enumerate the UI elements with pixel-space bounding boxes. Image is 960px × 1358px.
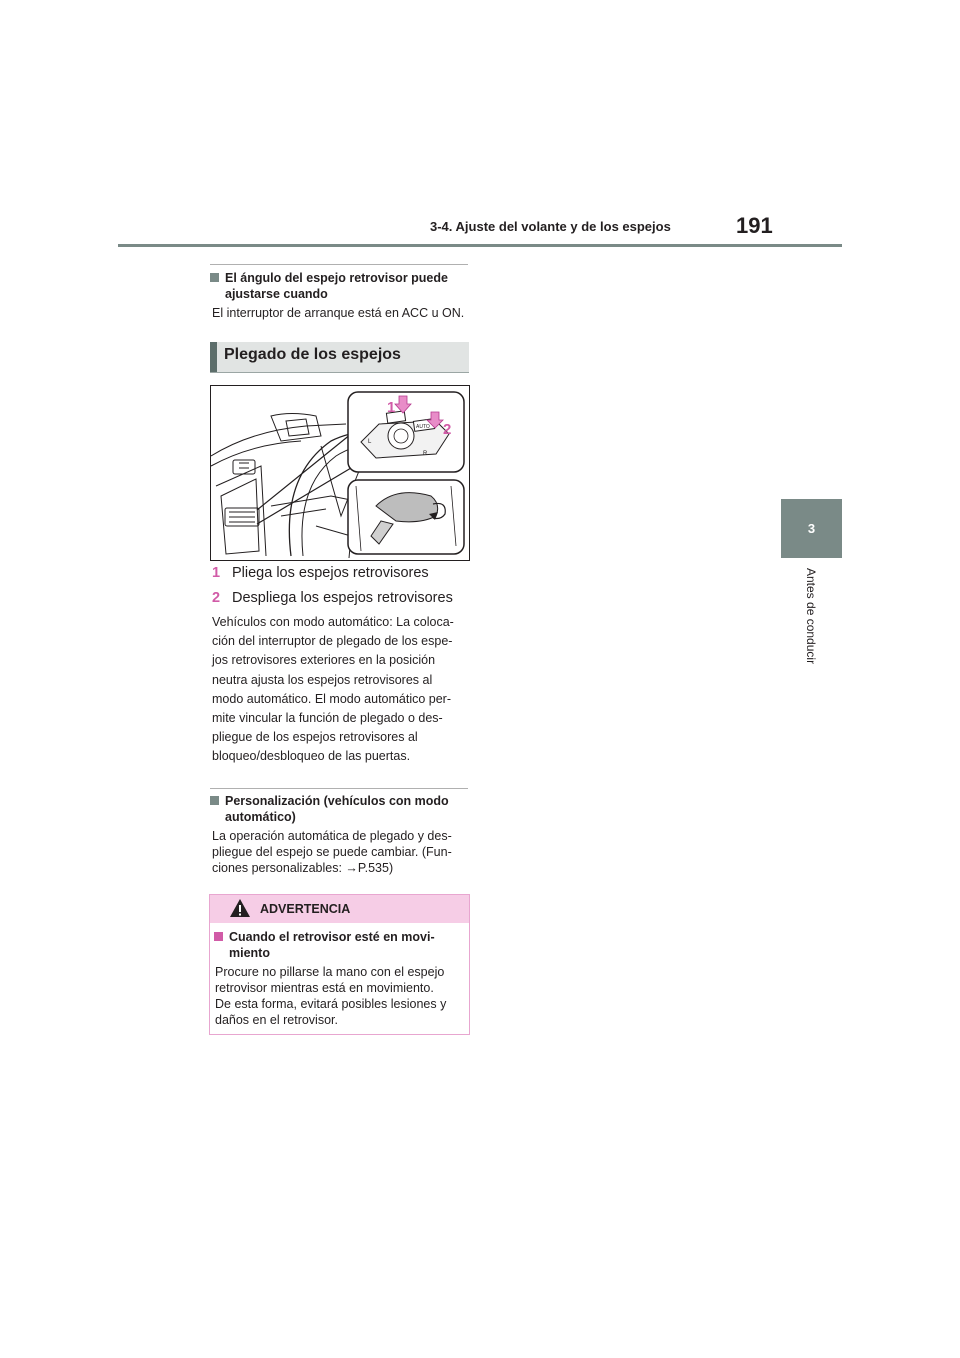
block2-text-line: La operación automática de plegado y des- <box>212 829 452 843</box>
section-heading: Plegado de los espejos <box>224 346 401 363</box>
paragraph-line: neutra ajusta los espejos retrovisores al <box>212 672 433 687</box>
mirror-fold-illustration <box>210 385 470 561</box>
block2-text-line: pliegue del espejo se puede cambiar. (Fun- <box>212 845 452 859</box>
square-bullet-icon <box>214 932 223 941</box>
block1-heading-line1: El ángulo del espejo retrovisor puede <box>225 271 448 285</box>
block2-heading-line1: Personalización (vehículos con modo <box>225 794 449 808</box>
chapter-label: Antes de conducir <box>804 568 818 665</box>
warning-title: ADVERTENCIA <box>260 902 351 916</box>
warning-heading-line2: miento <box>229 946 270 960</box>
mirror-switch-illustration <box>211 386 469 560</box>
warning-heading <box>214 929 466 961</box>
paragraph-line: mite vincular la función de plegado o des- <box>212 711 443 726</box>
step-item <box>212 565 429 581</box>
chapter-number: 3 <box>807 521 816 536</box>
step-number: 2 <box>212 590 221 606</box>
warning-text-line: De esta forma, evitará posibles lesiones y <box>215 997 447 1011</box>
section-title: 3-4. Ajuste del volante y de los espejos <box>430 219 671 234</box>
step-text: Despliega los espejos retrovisores <box>232 590 453 606</box>
warning-text-line: Procure no pillarse la mano con el espejo <box>215 965 445 979</box>
block2-heading-line2: automático) <box>225 810 296 824</box>
paragraph-line: jos retrovisores exteriores en la posición <box>212 653 436 668</box>
header-rule <box>118 244 842 247</box>
warning-heading-line1: Cuando el retrovisor esté en movi- <box>229 930 435 944</box>
block1-heading <box>210 270 470 302</box>
block1-text: El interruptor de arranque está en ACC u ON. <box>212 306 465 320</box>
callout-1: 1 <box>387 399 396 416</box>
svg-text:AUTO: AUTO <box>416 424 430 430</box>
auto-mode-paragraph <box>212 613 468 767</box>
square-bullet-icon <box>210 273 219 282</box>
block2-text-line: ciones personalizables: →P.535) <box>212 861 394 875</box>
block2-heading <box>210 793 470 825</box>
paragraph-line: pliegue de los espejos retrovisores al <box>212 730 418 745</box>
warning-text-line: daños en el retrovisor. <box>215 1013 338 1027</box>
warning-text-line: retrovisor mientras está en movimiento. <box>215 981 434 995</box>
paragraph-line: Vehículos con modo automático: La coloca- <box>212 615 454 629</box>
section-accent <box>210 342 217 372</box>
warning-triangle-icon <box>229 898 251 918</box>
svg-text:L: L <box>368 439 372 445</box>
square-bullet-icon <box>210 796 219 805</box>
page-number: 191 <box>736 213 773 238</box>
paragraph-line: ción del interruptor de plegado de los espe- <box>212 634 453 649</box>
block-divider <box>210 788 468 789</box>
step-item <box>212 590 453 606</box>
block2-text <box>212 828 472 876</box>
warning-text <box>215 964 467 1028</box>
block1-heading-line2: ajustarse cuando <box>225 287 328 301</box>
step-text: Pliega los espejos retrovisores <box>232 565 429 581</box>
paragraph-line: bloqueo/desbloqueo de las puertas. <box>212 749 411 764</box>
section-heading-bar <box>210 342 469 373</box>
svg-text:R: R <box>423 451 428 457</box>
block-divider <box>210 264 468 265</box>
callout-2: 2 <box>443 421 452 438</box>
paragraph-line: modo automático. El modo automático per- <box>212 691 452 706</box>
step-number: 1 <box>212 565 221 581</box>
